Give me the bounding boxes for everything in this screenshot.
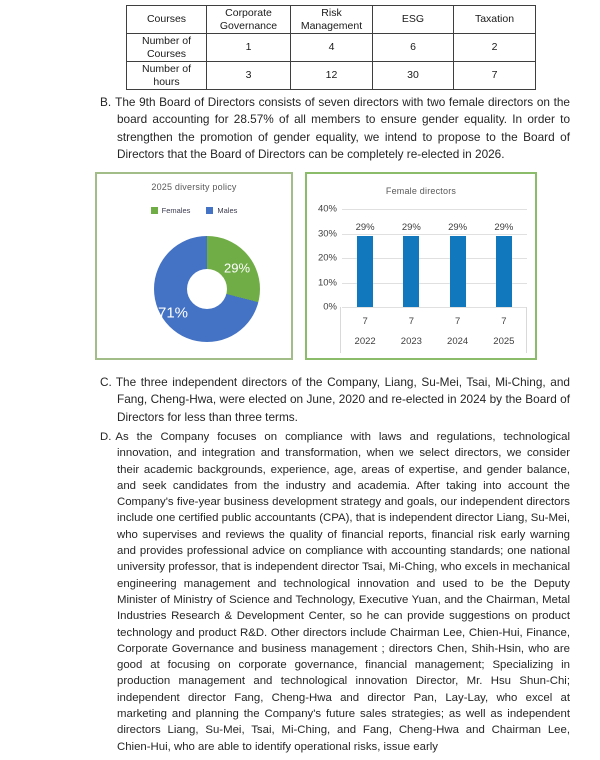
table-header-cell: ESG [373, 6, 454, 34]
category-year-label: 2025 [493, 336, 515, 347]
y-axis-tick-label: 30% [317, 228, 337, 239]
paragraph-d-label: D. [100, 431, 112, 443]
legend-item-males [206, 206, 237, 215]
category-year-label: 2022 [354, 336, 376, 347]
females-legend-label: Females [161, 206, 191, 215]
males-legend-label: Males [217, 206, 238, 215]
y-axis-tick-label: 20% [317, 252, 337, 264]
row-label-cell: Number of Courses [127, 34, 207, 62]
paragraph-b-text: The 9th Board of Directors consists of seven directors with two female directors on the board accounting for 28.57% of all members to ensure gender equality. In order to strengthen the promotion of gender equality, we intend to propose to the Board of Directors that the Board of Directors can be completely re-elected in 2026. [115, 95, 570, 162]
table-cell: 12 [291, 62, 373, 90]
table-header-row [127, 6, 536, 34]
category-year-label: 2023 [400, 336, 422, 347]
table-header-cell: Taxation [454, 6, 536, 34]
paragraph-d [100, 429, 570, 755]
bar-cat-years [342, 336, 527, 348]
diversity-donut-chart [95, 172, 293, 360]
courses-table [126, 5, 536, 90]
table-header-cell: Risk Management [291, 6, 373, 34]
donut-ring [154, 236, 260, 342]
table-cell: 1 [207, 34, 291, 62]
bar-y-labels [309, 174, 339, 362]
bar-data-label: 29% [401, 221, 421, 233]
bar-2024 [450, 236, 466, 307]
category-count-label: 7 [408, 316, 415, 327]
gridline [342, 307, 527, 308]
legend-item-females [151, 206, 191, 215]
females-percent-label: 29% [223, 260, 251, 276]
table-header-cell: Corporate Governance [207, 6, 291, 34]
males-percent-label: 71% [157, 304, 189, 322]
bar-data-label: 29% [448, 221, 468, 233]
bar-2022 [357, 236, 373, 307]
category-count-label: 7 [501, 316, 507, 327]
table-cell: 30 [373, 62, 454, 90]
table-cell: 4 [291, 34, 373, 62]
donut-hole [187, 269, 227, 309]
table-header-cell: Courses [127, 6, 207, 34]
gridline [342, 234, 527, 235]
category-year-label: 2024 [447, 336, 469, 347]
bar-plot [342, 209, 527, 307]
category-count-label: 7 [362, 316, 368, 327]
table-cell: 7 [454, 62, 536, 90]
table-cell: 2 [454, 34, 536, 62]
paragraph-b-label: B. [100, 95, 112, 109]
paragraph-c-label: C. [100, 375, 112, 389]
table-row [127, 34, 536, 62]
female-directors-bar-chart [305, 172, 537, 360]
category-axis-left-line [340, 307, 341, 353]
paragraph-c-text: The three independent directors of the Company, Liang, Su-Mei, Tsai, Mi-Ching, and Fang, Cheng-Hwa, were elected on June, 2020 and re-elected in 2024 by the Board of Directors for less than three terms. [115, 375, 570, 424]
males-legend-swatch [206, 207, 213, 214]
donut-chart-title: 2025 diversity policy [151, 182, 237, 192]
bar-data-label: 29% [355, 221, 375, 233]
table-cell: 3 [207, 62, 291, 90]
row-label-cell: Number of hours [127, 62, 207, 90]
category-count-label: 7 [454, 316, 461, 327]
table-row [127, 62, 536, 90]
paragraph-c [100, 374, 570, 426]
table-cell: 6 [373, 34, 454, 62]
gridline [342, 209, 527, 210]
bar-2025 [496, 236, 512, 307]
bar-cat-values [342, 316, 527, 328]
y-axis-tick-label: 0% [323, 301, 337, 313]
bar-chart-title: Female directors [385, 186, 457, 196]
paragraph-d-text: As the Company focuses on compliance with laws and regulations, technological innovation, and integration and transformation, when we select directors, we consider their academic backgrounds, experience, age, areas of expertise, and gender balance, and seek candidates from the industry and academia. After taking into account the Company's five-year business development strategy and goals, our independent directors include one certified public accountants (CPA), that is independent director Liang, Su-Mei, who supervises and reviews the quality of financial reports, financial risk early warning and provides professional advice on compliance with accounting standards; one national university professor, that is independent director Tsai, Mi-Ching, who excels in mechanical engineering management and technological innovation and used to be the Deputy Minister of Ministry of Science and Technology, Executive Yuan, and the Chairman, Metal Industries Research & Development Center, so he can provide suggestions on product technology and product R&D. Other directors include Chairman Lee, Chien-Hui, Finance, Corporate Governance and business management ; directors Chen, Shih-Hsin, who are good at focusing on corporate governance, financial management; Specializing in production management and technological innovation Director, Mr. Hsu Shun-Chi; independent director Fang, Cheng-Hwa and director Pan, Lay-Lay, who excel at marketing and planning the Company's future sales strategies; as well as independent directors Liang, Su-Mei, Tsai, Mi-Ching, and Fang, Cheng-Hwa and Chairman Lee, Chien-Hui, who are able to identify operational risks, issue early [115, 431, 570, 753]
bar-data-label: 29% [494, 221, 514, 233]
y-axis-tick-label: 10% [317, 277, 337, 288]
y-axis-tick-label: 40% [317, 203, 337, 215]
paragraph-b [100, 94, 570, 164]
bar-2023 [403, 236, 419, 307]
donut-legend [97, 206, 291, 215]
females-legend-swatch [151, 207, 158, 214]
